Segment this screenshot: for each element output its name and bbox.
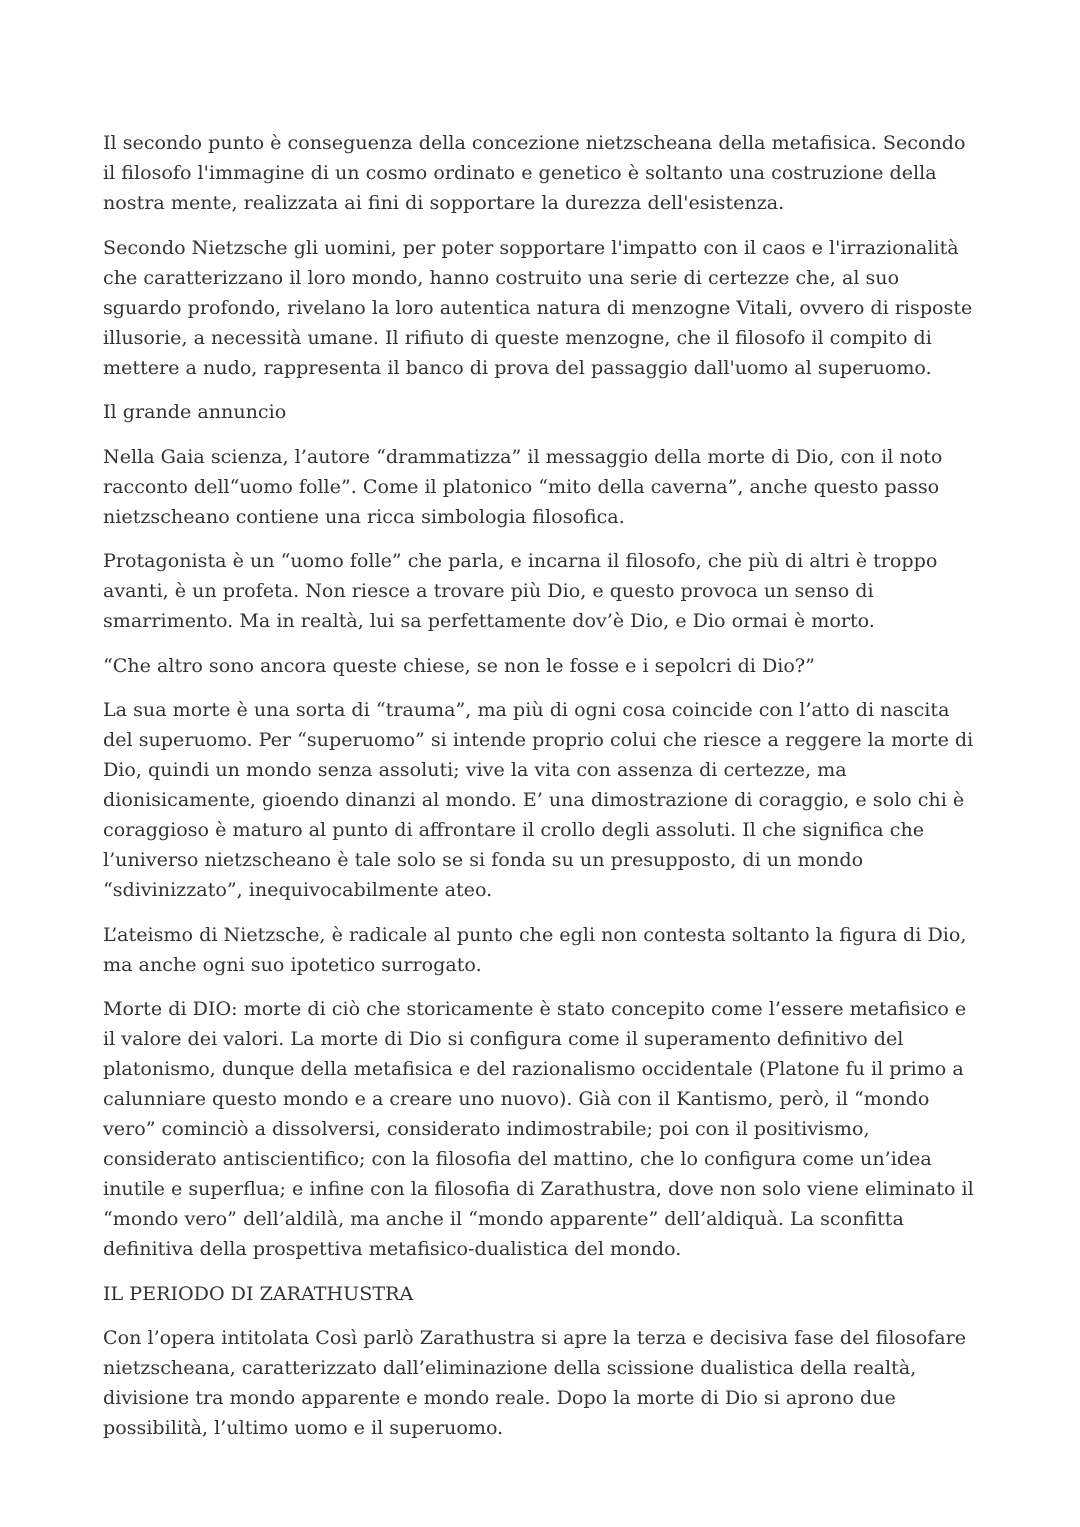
paragraph-morte-di-dio: Morte di DIO: morte di ciò che storicamente è stato concepito come l’essere metafisico e il valore dei valori. La morte di Dio si configura come il superamento definitivo del platonismo, dunque della metafisica e del razionalismo occidentale (Platone fu il primo a calunniare questo mondo e a creare uno nuovo). Già con il Kantismo, però, il “mondo vero” cominciò a dissolversi, considerato indimostrabile; poi con il positivismo, considerato antiscientifico; con la filosofia del mattino, che lo configura come un’idea inutile e superflua; e infine con la filosofia di Zarathustra, dove non solo viene eliminato il “mondo vero” dell’aldilà, ma anche il “mondo apparente” dell’aldiquà. La sconfitta definitiva della prospettiva metafisico-dualistica del mondo. <box>103 997 974 1260</box>
section-heading-zarathustra: IL PERIODO DI ZARATHUSTRA <box>103 1281 414 1305</box>
document-page <box>103 128 983 1458</box>
paragraph-gaia-scienza: Nella Gaia scienza, l’autore “drammatizza” il messaggio della morte di Dio, con il noto racconto dell“uomo folle”. Come il platonico “mito della caverna”, anche questo passo nietzscheano contiene una ricca simbologia filosofica. <box>103 444 943 528</box>
paragraph-ateismo: L’ateismo di Nietzsche, è radicale al punto che egli non contesta soltanto la figura di Dio, ma anche ogni suo ipotetico surrogato. <box>103 922 967 976</box>
paragraph-uomo-folle: Protagonista è un “uomo folle” che parla, e incarna il filosofo, che più di altri è troppo avanti, è un profeta. Non riesce a trovare più Dio, e questo provoca un senso di smarrimento. Ma in realtà, lui sa perfettamente dov’è Dio, e Dio ormai è morto. <box>103 549 938 632</box>
paragraph-menzogne-vitali: Secondo Nietzsche gli uomini, per poter sopportare l'impatto con il caos e l'irrazionalità che caratterizzano il loro mondo, hanno costruito una serie di certezze che, al suo sguardo profondo, rivelano la loro autentica natura di menzogne Vitali, ovvero di risposte illusorie, a necessità umane. Il rifiuto di queste menzogne, che il filosofo il compito di mettere a nudo, rappresenta il banco di prova del passaggio dall'uomo al superuomo. <box>103 235 973 379</box>
paragraph-cosi-parlo-zarathustra: Con l’opera intitolata Così parlò Zarathustra si apre la terza e decisiva fase del filosofare nietzscheana, caratterizzato dall’eliminazione della scissione dualistica della realtà, divisione tra mondo apparente e mondo reale. Dopo la morte di Dio si aprono due possibilità, l’ultimo uomo e il superuomo. <box>103 1326 967 1439</box>
paragraph-superuomo: La sua morte è una sorta di “trauma”, ma più di ogni cosa coincide con l’atto di nascita del superuomo. Per “superuomo” si intende proprio colui che riesce a reggere la morte di Dio, quindi un mondo senza assoluti; vive la vita con assenza di certezze, ma dionisicamente, gioendo dinanzi al mondo. E’ una dimostrazione di coraggio, e solo chi è coraggioso è maturo al punto di affrontare il crollo degli assoluti. Il che significa che l’universo nietzscheano è tale solo se si fonda su un presupposto, di un mondo “sdivinizzato”, inequivocabilmente ateo. <box>103 698 974 901</box>
paragraph-metafisica: Il secondo punto è conseguenza della concezione nietzscheana della metafisica. Secondo il filosofo l'immagine di un cosmo ordinato e genetico è soltanto una costruzione della nostra mente, realizzata ai fini di sopportare la durezza dell'esistenza. <box>103 131 966 214</box>
quote-chiese: “Che altro sono ancora queste chiese, se non le fosse e i sepolcri di Dio?” <box>103 653 815 677</box>
section-heading-grande-annuncio: Il grande annuncio <box>103 400 287 423</box>
